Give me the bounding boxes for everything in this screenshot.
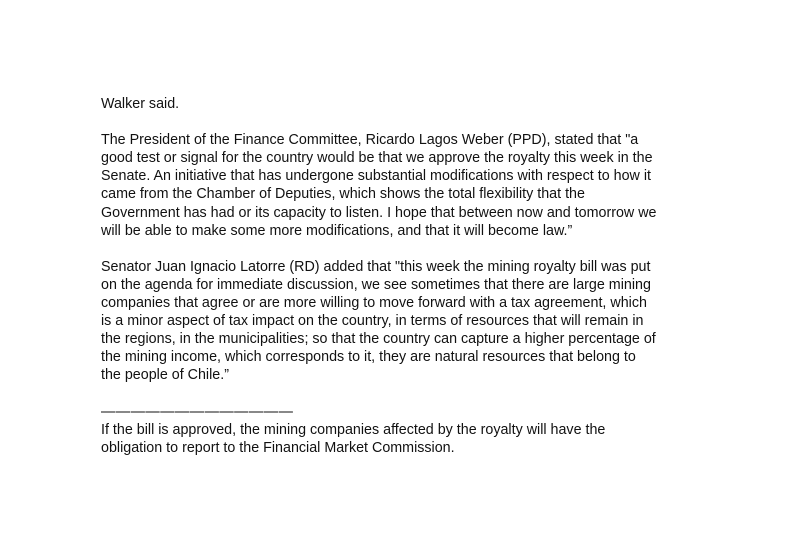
text-line: the people of Chile.” [101,367,229,384]
text-line: obligation to report to the Financial Market Commission. [101,439,455,456]
paragraph-latorre [101,258,721,385]
text-line: If the bill is approved, the mining companies affected by the royalty will have the [101,421,606,438]
text-line: the mining income, which corresponds to it, they are natural resources that belong to [101,349,636,366]
paragraph-spacer [101,113,721,131]
text-line: Walker said. [101,96,180,112]
paragraph-spacer [101,240,721,258]
text-line: will be able to make some more modifications, and that it will become law.” [101,222,573,239]
text-line: is a minor aspect of tax impact on the country, in terms of resources that will remain in [101,313,644,330]
text-line: Senator Juan Ignacio Latorre (RD) added that "this week the mining royalty bill was put [101,258,651,275]
footnote-separator: ————————————— [101,403,294,420]
paragraph-lagos-weber [101,131,721,240]
document-body [101,95,721,457]
text-line: good test or signal for the country would be that we approve the royalty this week in the [101,150,653,167]
paragraph-walker [101,95,721,113]
text-line: the regions, in the municipalities; so that the country can capture a higher percentage of [101,331,656,348]
text-line: Government has had or its capacity to listen. I hope that between now and tomorrow we [101,204,657,221]
paragraph-spacer [101,385,721,403]
footnote [101,421,721,457]
text-line: The President of the Finance Committee, Ricardo Lagos Weber (PPD), stated that "a [101,132,639,149]
text-line: on the agenda for immediate discussion, we see sometimes that there are large mining [101,276,651,293]
text-line: companies that agree or are more willing to move forward with a tax agreement, which [101,295,647,312]
text-line: Senate. An initiative that has undergone substantial modifications with respect to how it [101,168,651,185]
text-line: came from the Chamber of Deputies, which shows the total flexibility that the [101,186,585,203]
